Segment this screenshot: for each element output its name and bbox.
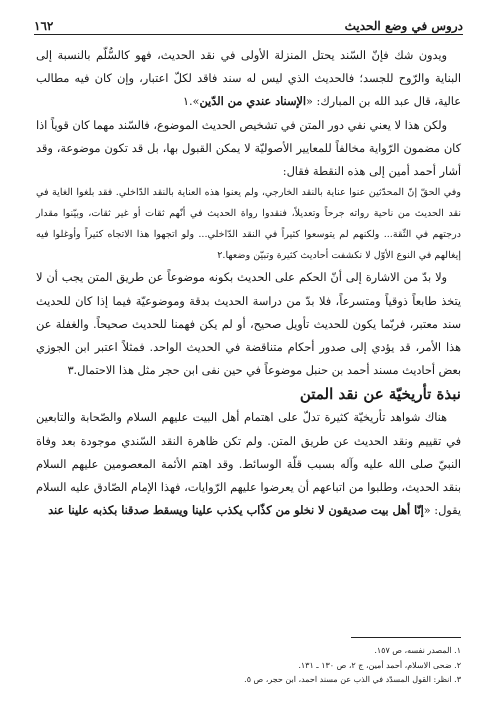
page-body (36, 44, 461, 522)
paragraph-1-bold-quote: الإسناد عندي من الدّين (199, 94, 307, 109)
page-number: ١٦٢ (34, 19, 54, 33)
paragraph-3: ولا بدّ من الاشارة إلى أنّ الحكم على الحديث بكونه موضوعاً عن طريق المتن يجب أن لا يتخذ طابعاً ذوقياً ومتسرعاً، فلا بدّ من دراسة الحديث بدقة وموضوعيّة فيما إذا كان للحديث سند معتبر، فربّما يكون للحديث تأويل صحيح، أو لم يكن فهمنا للحديث صحيحاً. والغفلة عن هذا الأمر، قد يؤدي إلى صدور أحكام متناقضة في الحديث الواحد. فمثلاً اعتبر ابن الجوزي بعض أحاديث مسند أحمد بن حنبل موضوعاً في حين نفى ابن حجر مثل هذا الاحتمال.٣ (36, 271, 461, 378)
running-title: دروس في وضع الحديث (344, 19, 463, 33)
footnote-3: ٣. انظر: القول المسدّد في الذب عن مسند احمد، ابن حجر، ص ٥. (244, 675, 461, 684)
paragraph-4 (36, 406, 461, 522)
paragraph-4-text: هناك شواهد تأريخيّة كثيرة تدلّ على اهتمام أهل البيت عليهم السلام والصّحابة والتابعين في تقييم ونقد الحديث عن طريق المتن. ولم تكن ظاهرة النقد السّندي موجودة بعد وفاة النبيّ صلى الله عليه وآله بسبب قلّة الوسائط. وقد اهتم الأئمة المعصومين عليهم السلام بنقد الحديث، وطلبوا من اتباعهم أن يعرضوا عليهم الرّوايات، فهذا الإمام الصّادق عليه السلام يقول: « (36, 411, 461, 518)
paragraph-2: ولكن هذا لا يعني نفي دور المتن في تشخيص الحديث الموضوع، فالسّند مهما كان قوياً اذا كان مضمون الرّواية مخالفاً للمعايير الأصوليّة لا يمكن القبول بها، بل قد تكون موضوعة، وقد أشار أحمد أمين إلى هذه النقطة فقال: (36, 118, 461, 179)
paragraph-1-end: ».١ (182, 95, 200, 109)
footnote-1: ١. المصدر نفسه، ص ١٥٧. (374, 646, 461, 655)
paragraph-1 (36, 44, 461, 114)
section-heading: نبذة تأريخيّة عن نقد المتن (299, 385, 461, 404)
paragraph-4-bold-quote: إنّا أهل بيت صديقون لا نخلو من كذّاب يكذب علينا ويسقط صدقنا بكذبه علينا عند (48, 503, 424, 518)
header-rule (34, 34, 463, 35)
block-quote: وفي الحقّ إنّ المحدّثين عنوا عناية بالنقد الخارجي، ولم يعنوا هذه العناية بالنقد الدّاخلي. فقد بلغوا الغاية في نقد الحديث من ناحية رواته جرحاً وتعديلاً، فنقدوا رواة الحديث في أنّهم ثقات أو غير ثقات، وبيّنوا مقدار درجتهم في الثّقة... ولكنهم لم يتوسعوا كثيراً في النقد الدّاخلي... ولو اتجهوا هذا الاتجاه كثيراً وأوغلوا فيه إيغالهم في النوع الأوّل لا نكشفت أحاديث كثيرة وتبيّن وضعها.٢ (36, 187, 461, 261)
running-header (34, 16, 463, 36)
footnote-2: ٢. ضحى الاسلام، أحمد أمين، ج ٢، ص ١٣٠ ـ ١٣١. (298, 660, 461, 670)
footnote-separator (351, 637, 461, 638)
footnotes (36, 644, 461, 688)
paragraph-1-text: ويدون شك فإنّ السّند يحتل المنزلة الأولى في نقد الحديث، فهو كالسُّلّم بالنسبة إلى البناية والرّوح للجسد؛ فالحديث الذي ليس له سند فاقد لكلّ اعتبار، وإن كان فيه مطالب عالية، قال عبد الله بن المبارك: « (36, 49, 461, 109)
